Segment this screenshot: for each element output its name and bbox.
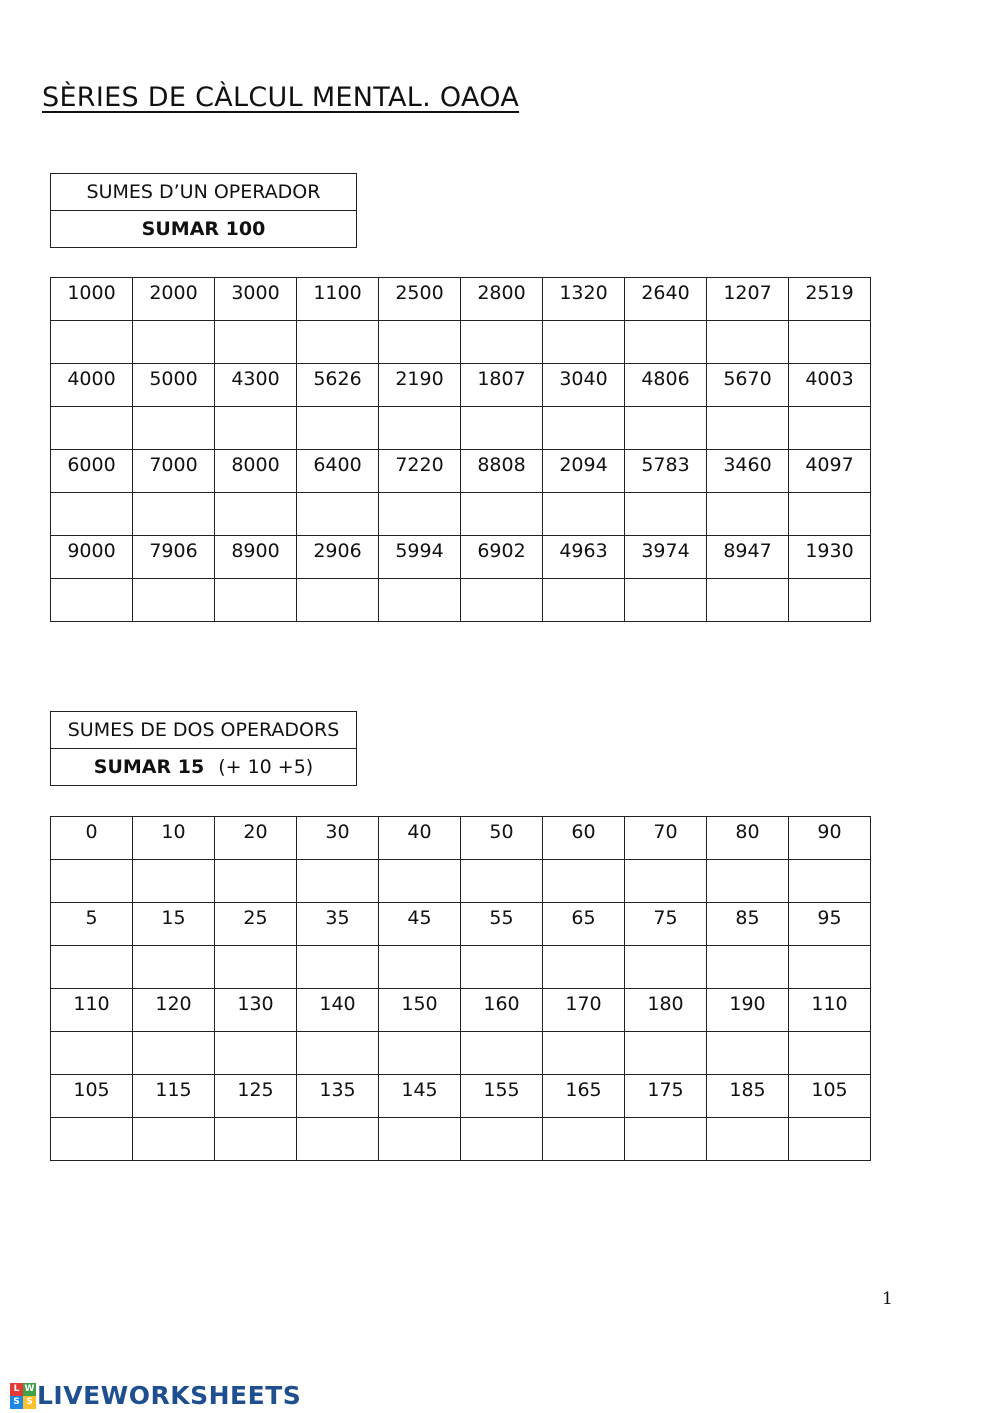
answer-cell[interactable]: [51, 493, 133, 536]
section1-heading: SUMES D’UN OPERADOR: [51, 174, 357, 211]
number-cell: 9000: [51, 536, 133, 579]
answer-cell[interactable]: [707, 579, 789, 622]
number-cell: 1320: [543, 278, 625, 321]
answer-cell[interactable]: [215, 1032, 297, 1075]
number-cell: 2800: [461, 278, 543, 321]
number-cell: 165: [543, 1075, 625, 1118]
number-cell: 5994: [379, 536, 461, 579]
number-row: [51, 1075, 871, 1118]
number-cell: 4963: [543, 536, 625, 579]
number-cell: 0: [51, 817, 133, 860]
section1-rule-bold: SUMAR 100: [141, 218, 266, 240]
answer-cell[interactable]: [461, 493, 543, 536]
number-cell: 4806: [625, 364, 707, 407]
number-cell: 2640: [625, 278, 707, 321]
answer-cell[interactable]: [297, 407, 379, 450]
answer-row: [51, 860, 871, 903]
number-cell: 135: [297, 1075, 379, 1118]
answer-cell[interactable]: [789, 946, 871, 989]
number-cell: 1207: [707, 278, 789, 321]
answer-cell[interactable]: [707, 493, 789, 536]
number-cell: 8900: [215, 536, 297, 579]
number-cell: 4003: [789, 364, 871, 407]
liveworksheets-logo: [10, 1381, 301, 1410]
number-cell: 10: [133, 817, 215, 860]
answer-row: [51, 493, 871, 536]
number-cell: 90: [789, 817, 871, 860]
number-cell: 5000: [133, 364, 215, 407]
answer-cell[interactable]: [215, 493, 297, 536]
answer-cell[interactable]: [379, 579, 461, 622]
number-cell: 85: [707, 903, 789, 946]
section1-rule: [51, 211, 357, 248]
answer-cell[interactable]: [297, 946, 379, 989]
answer-cell[interactable]: [707, 1032, 789, 1075]
number-cell: 50: [461, 817, 543, 860]
answer-cell[interactable]: [297, 579, 379, 622]
logo-mark-cell: S: [10, 1396, 23, 1409]
number-cell: 155: [461, 1075, 543, 1118]
logo-mark-cell: W: [24, 1383, 35, 1394]
number-cell: 160: [461, 989, 543, 1032]
answer-row: [51, 407, 871, 450]
section2-label-box: [50, 711, 357, 786]
number-cell: 2519: [789, 278, 871, 321]
number-cell: 3460: [707, 450, 789, 493]
section2-rule: [51, 749, 357, 786]
number-row: [51, 364, 871, 407]
section2-rule-extra: (+ 10 +5): [218, 756, 314, 778]
number-cell: 55: [461, 903, 543, 946]
logo-mark-icon: [10, 1383, 36, 1409]
answer-cell[interactable]: [379, 493, 461, 536]
number-row: [51, 903, 871, 946]
number-row: [51, 989, 871, 1032]
number-cell: 2906: [297, 536, 379, 579]
answer-cell[interactable]: [461, 946, 543, 989]
number-cell: 95: [789, 903, 871, 946]
number-cell: 60: [543, 817, 625, 860]
answer-cell[interactable]: [133, 1118, 215, 1161]
answer-cell[interactable]: [707, 946, 789, 989]
number-cell: 75: [625, 903, 707, 946]
number-cell: 4300: [215, 364, 297, 407]
answer-cell[interactable]: [625, 1118, 707, 1161]
answer-cell[interactable]: [297, 1032, 379, 1075]
number-cell: 45: [379, 903, 461, 946]
answer-cell[interactable]: [51, 1118, 133, 1161]
number-cell: 80: [707, 817, 789, 860]
number-cell: 5: [51, 903, 133, 946]
answer-cell[interactable]: [379, 860, 461, 903]
number-cell: 2094: [543, 450, 625, 493]
number-cell: 145: [379, 1075, 461, 1118]
number-cell: 3974: [625, 536, 707, 579]
answer-cell[interactable]: [789, 1032, 871, 1075]
answer-cell[interactable]: [543, 1118, 625, 1161]
logo-mark-cell: S: [23, 1396, 36, 1409]
answer-cell[interactable]: [789, 321, 871, 364]
number-cell: 105: [789, 1075, 871, 1118]
number-cell: 110: [789, 989, 871, 1032]
section1-label-box: [50, 173, 357, 248]
answer-cell[interactable]: [297, 1118, 379, 1161]
answer-cell[interactable]: [133, 860, 215, 903]
answer-cell[interactable]: [297, 493, 379, 536]
number-cell: 40: [379, 817, 461, 860]
answer-cell[interactable]: [379, 946, 461, 989]
answer-cell[interactable]: [379, 407, 461, 450]
answer-cell[interactable]: [625, 1032, 707, 1075]
answer-cell[interactable]: [379, 321, 461, 364]
answer-row: [51, 321, 871, 364]
number-cell: 105: [51, 1075, 133, 1118]
number-cell: 1100: [297, 278, 379, 321]
answer-cell[interactable]: [707, 321, 789, 364]
answer-cell[interactable]: [625, 579, 707, 622]
section2-rule-bold: SUMAR 15: [93, 756, 205, 778]
number-cell: 70: [625, 817, 707, 860]
answer-cell[interactable]: [51, 1032, 133, 1075]
answer-cell[interactable]: [543, 579, 625, 622]
number-cell: 115: [133, 1075, 215, 1118]
answer-cell[interactable]: [133, 407, 215, 450]
section2-grid: [50, 816, 871, 1161]
answer-cell[interactable]: [51, 321, 133, 364]
number-cell: 180: [625, 989, 707, 1032]
answer-cell[interactable]: [789, 407, 871, 450]
answer-cell[interactable]: [133, 321, 215, 364]
answer-cell[interactable]: [625, 407, 707, 450]
answer-cell[interactable]: [543, 321, 625, 364]
answer-cell[interactable]: [543, 493, 625, 536]
answer-cell[interactable]: [133, 579, 215, 622]
page-number: 1: [882, 1289, 893, 1309]
answer-cell[interactable]: [625, 493, 707, 536]
answer-cell[interactable]: [543, 946, 625, 989]
answer-cell[interactable]: [51, 579, 133, 622]
answer-cell[interactable]: [625, 946, 707, 989]
answer-cell[interactable]: [51, 860, 133, 903]
number-cell: 3040: [543, 364, 625, 407]
answer-cell[interactable]: [133, 946, 215, 989]
answer-row: [51, 1118, 871, 1161]
answer-row: [51, 579, 871, 622]
answer-cell[interactable]: [215, 946, 297, 989]
answer-cell[interactable]: [379, 1032, 461, 1075]
answer-cell[interactable]: [707, 1118, 789, 1161]
number-cell: 5626: [297, 364, 379, 407]
answer-cell[interactable]: [625, 860, 707, 903]
number-cell: 65: [543, 903, 625, 946]
number-cell: 15: [133, 903, 215, 946]
answer-cell[interactable]: [133, 493, 215, 536]
number-cell: 1930: [789, 536, 871, 579]
number-cell: 3000: [215, 278, 297, 321]
answer-cell[interactable]: [461, 1118, 543, 1161]
number-cell: 130: [215, 989, 297, 1032]
number-cell: 8000: [215, 450, 297, 493]
answer-cell[interactable]: [707, 407, 789, 450]
number-cell: 1000: [51, 278, 133, 321]
answer-cell[interactable]: [215, 407, 297, 450]
number-row: [51, 278, 871, 321]
number-cell: 170: [543, 989, 625, 1032]
number-cell: 190: [707, 989, 789, 1032]
logo-mark-cell: L: [10, 1383, 23, 1396]
number-cell: 1807: [461, 364, 543, 407]
answer-cell[interactable]: [461, 1032, 543, 1075]
number-cell: 110: [51, 989, 133, 1032]
number-cell: 6000: [51, 450, 133, 493]
answer-cell[interactable]: [297, 321, 379, 364]
answer-cell[interactable]: [215, 1118, 297, 1161]
answer-cell[interactable]: [51, 946, 133, 989]
answer-cell[interactable]: [133, 1032, 215, 1075]
number-cell: 2500: [379, 278, 461, 321]
answer-cell[interactable]: [297, 860, 379, 903]
number-cell: 2000: [133, 278, 215, 321]
number-cell: 30: [297, 817, 379, 860]
number-cell: 4097: [789, 450, 871, 493]
answer-cell[interactable]: [543, 1032, 625, 1075]
answer-cell[interactable]: [707, 860, 789, 903]
answer-cell[interactable]: [379, 1118, 461, 1161]
number-cell: 7000: [133, 450, 215, 493]
answer-cell[interactable]: [543, 860, 625, 903]
answer-cell[interactable]: [461, 579, 543, 622]
answer-cell[interactable]: [543, 407, 625, 450]
answer-cell[interactable]: [461, 407, 543, 450]
answer-cell[interactable]: [789, 493, 871, 536]
number-cell: 125: [215, 1075, 297, 1118]
answer-cell[interactable]: [461, 321, 543, 364]
number-cell: 150: [379, 989, 461, 1032]
page-title: SÈRIES DE CÀLCUL MENTAL. OAOA: [42, 82, 520, 113]
number-cell: 140: [297, 989, 379, 1032]
number-cell: 7906: [133, 536, 215, 579]
number-cell: 8947: [707, 536, 789, 579]
answer-cell[interactable]: [789, 860, 871, 903]
number-cell: 5670: [707, 364, 789, 407]
number-cell: 25: [215, 903, 297, 946]
answer-cell[interactable]: [215, 579, 297, 622]
number-row: [51, 536, 871, 579]
section2-heading: SUMES DE DOS OPERADORS: [51, 712, 357, 749]
number-cell: 2190: [379, 364, 461, 407]
number-cell: 6902: [461, 536, 543, 579]
number-cell: 20: [215, 817, 297, 860]
number-cell: 5783: [625, 450, 707, 493]
number-cell: 120: [133, 989, 215, 1032]
answer-row: [51, 946, 871, 989]
answer-cell[interactable]: [625, 321, 707, 364]
section1-grid: [50, 277, 871, 622]
answer-cell[interactable]: [215, 321, 297, 364]
number-cell: 6400: [297, 450, 379, 493]
answer-row: [51, 1032, 871, 1075]
answer-cell[interactable]: [215, 860, 297, 903]
answer-cell[interactable]: [789, 1118, 871, 1161]
number-cell: 175: [625, 1075, 707, 1118]
answer-cell[interactable]: [461, 860, 543, 903]
number-row: [51, 450, 871, 493]
number-cell: 4000: [51, 364, 133, 407]
number-cell: 185: [707, 1075, 789, 1118]
answer-cell[interactable]: [51, 407, 133, 450]
logo-text: LIVEWORKSHEETS: [37, 1381, 302, 1410]
number-cell: 7220: [379, 450, 461, 493]
answer-cell[interactable]: [789, 579, 871, 622]
number-cell: 35: [297, 903, 379, 946]
number-cell: 8808: [461, 450, 543, 493]
number-row: [51, 817, 871, 860]
